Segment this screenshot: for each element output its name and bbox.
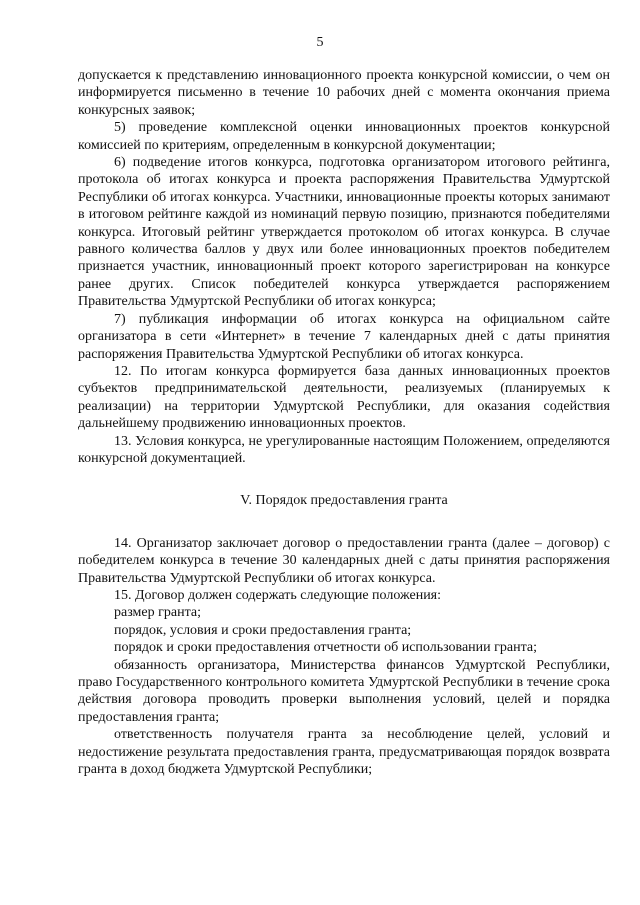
paragraph-clause-12: 12. По итогам конкурса формируется база данных инновационных проектов субъектов предпринимательской деятельности, реализуемых (планируемых к реализации) на территории Удмуртской Республики, для оказания содействия дальнейшему продвижению инновационных проектов. [78,363,610,432]
page-number: 5 [316,35,324,50]
paragraph-clause-14: 14. Организатор заключает договор о предоставлении гранта (далее – договор) с победителем конкурса в течение 30 календарных дней с даты принятия распоряжения Правительства Удмуртской Республики об итогах конкурса. [78,535,610,586]
paragraph-continuation: допускается к представлению инновационного проекта конкурсной комиссии, о чем он информируется письменно в течение 10 рабочих дней с момента окончания приема конкурсных заявок; [78,68,610,118]
list-item-grant-terms: порядок, условия и сроки предоставления гранта; [114,622,412,638]
paragraph-clause-15: 15. Договор должен содержать следующие положения: [114,587,442,603]
paragraph-item-5: 5) проведение комплексной оценки инновационных проектов конкурсной комиссией по критериям, определенным в конкурсной документации; [78,120,610,153]
document-body [78,67,610,778]
paragraph-item-7: 7) публикация информации об итогах конкурса на официальном сайте организатора в сети «Интернет» в течение 7 календарных дней с даты принятия распоряжения Правительства Удмуртской Республики об итогах конкурса. [78,311,610,362]
section-heading: V. Порядок предоставления гранта [240,493,448,509]
list-item-obligations: обязанность организатора, Министерства финансов Удмуртской Республики, право Государственного контрольного комитета Удмуртской Республики в течение срока действия договора проводить проверки выполнения условий, целей и порядка предоставления гранта; [78,657,610,725]
list-item-grant-size: размер гранта; [114,605,201,621]
paragraph-clause-13: 13. Условия конкурса, не урегулированные настоящим Положением, определяются конкурсной документацией. [78,433,610,466]
list-item-reporting: порядок и сроки предоставления отчетности об использовании гранта; [114,640,538,656]
paragraph-item-6: 6) подведение итогов конкурса, подготовка организатором итогового рейтинга, протокола об итогах конкурса и проекта распоряжения Правительства Удмуртской Республики об итогах конкурса. Участники, инновационные проекты которых занимают в итоговом рейтинге каждой из номинаций первую позицию, признаются победителями конкурса. Итоговый рейтинг утверждается протоколом об итогах конкурса. В случае равного количества баллов у двух или более инновационных проектов победителем признается участник, инновационный проект которого зарегистрирован на конкурсе ранее других. Список победителей конкурса утверждается распоряжением Правительства Удмуртской Республики об итогах конкурса; [78,155,610,310]
list-item-responsibility: ответственность получателя гранта за несоблюдение целей, условий и недостижение результата предоставления гранта, предусматривающая порядок возврата гранта в доход бюджета Удмуртской Республики; [78,727,610,778]
